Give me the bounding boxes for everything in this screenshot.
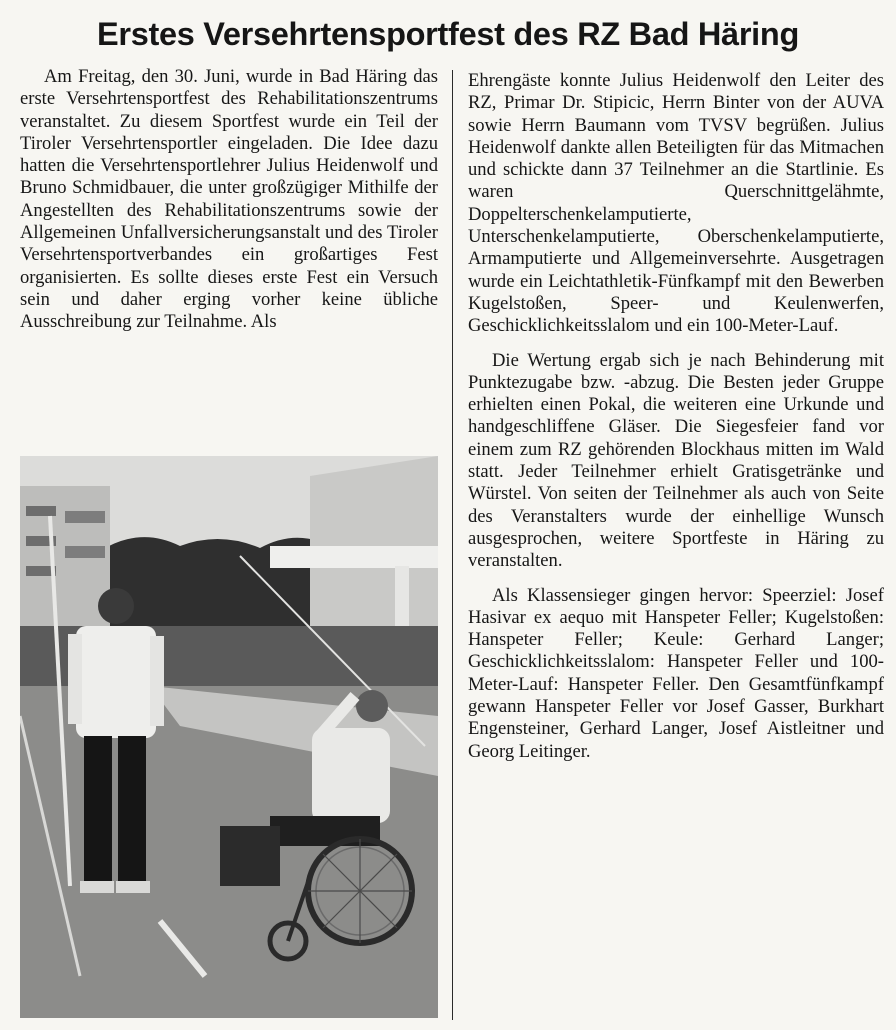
column-divider bbox=[452, 70, 453, 1020]
article-headline: Erstes Versehrtensportfest des RZ Bad Häring bbox=[96, 16, 800, 52]
article-photo bbox=[20, 456, 438, 1018]
right-paragraph-2: Die Wertung ergab sich je nach Behinderung mit Punktezugabe bzw. -abzug. Die Besten jeder Gruppe erhielten einen Pokal, die weiteren eine Urkunde und handgeschliffene Gläser. Die Siegesfeier fand vor einem zum RZ gehörenden Blockhaus mitten im Wald statt. Jeder Teilnehmer erhielt Gratisgetränke und Würstel. Von seiten der Teilnehmer als auch von Seite des Veranstalters wurde der einhellige Wunsch ausgesprochen, weitere Sportfeste in Häring zu veranstalten. bbox=[468, 349, 884, 572]
right-column bbox=[468, 70, 884, 763]
right-paragraph-3: Als Klassensieger gingen hervor: Speerziel: Josef Hasivar ex aequo mit Hanspeter Feller; Kugelstoßen: Hanspeter Feller; Keule: Gerhard Langer; Geschicklichkeitsslalom: Hanspeter Feller und 100-Meter-Lauf: Hanspeter Feller. Den Gesamtfünfkampf gewann Hanspeter Feller vor Josef Gasser, Burkhart Engensteiner, Gerhard Langer, Josef Aistleitner und Georg Leitinger. bbox=[468, 584, 884, 762]
right-paragraph-1: Ehrengäste konnte Julius Heidenwolf den Leiter des RZ, Primar Dr. Stipicic, Herrn Binter von der AUVA sowie Herrn Baumann vom TVSV begrüßen. Julius Heidenwolf dankte allen Beteiligten für das Mitmachen und schickte dann 37 Teilnehmer an die Startlinie. Es waren Querschnittgelähmte, Doppelterschenkelamputierte, Unterschenkelamputierte, Oberschenkelamputierte, Armamputierte und Allgemeinversehrte. Ausgetragen wurde ein Leichtathletik-Fünfkampf mit den Bewerben Kugelstoßen, Speer- und Keulenwerfen, Geschicklichkeitsslalom und ein 100-Meter-Lauf. bbox=[468, 70, 884, 337]
left-paragraph-1: Am Freitag, den 30. Juni, wurde in Bad Häring das erste Versehrtensportfest des Rehabilitationszentrums veranstaltet. Zu diesem Sportfest wurde ein Teil der Tiroler Versehrtensportler eingeladen. Die Idee dazu hatten die Versehrtensportlehrer Julius Heidenwolf und Bruno Schmidbauer, die unter großzügiger Mithilfe der Angestellten des Rehabilitationszentrums sowie der Allgemeinen Unfallversicherungsanstalt und des Tiroler Versehrtensportverbandes ein großartiges Fest organisierten. Es sollte dieses erste Fest ein Versuch sein und daher erging vorher keine übliche Ausschreibung zur Teilnahme. Als bbox=[20, 66, 438, 333]
left-column bbox=[20, 66, 438, 334]
